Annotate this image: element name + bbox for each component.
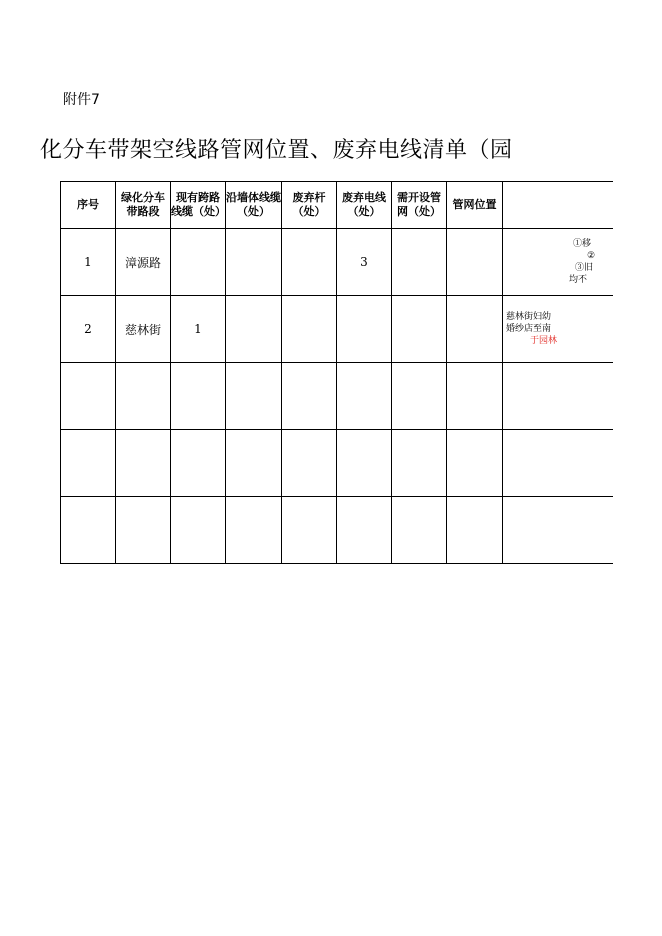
page-title: 化分车带架空线路管网位置、废弃电线清单（园 (40, 138, 513, 163)
cell-abandoned-poles (282, 430, 337, 497)
remark-line: 慈林街妇幼 (506, 312, 552, 322)
cell-road (116, 363, 171, 430)
cell-wall-cables (226, 229, 282, 296)
cell-no (61, 363, 116, 430)
table-row (61, 296, 613, 363)
cell-road (116, 430, 171, 497)
cell-no: 2 (61, 296, 116, 363)
table-row (61, 430, 613, 497)
cell-remarks (503, 363, 613, 430)
cell-abandoned-wires (337, 497, 392, 564)
remark-line: ② (587, 251, 596, 261)
cell-new-pipes (392, 296, 447, 363)
table-viewport (60, 181, 596, 564)
table-row (61, 229, 613, 296)
attachment-label: 附件7 (63, 92, 100, 108)
remark-line-highlight: 于园林 (530, 336, 558, 346)
cell-abandoned-poles (282, 296, 337, 363)
cell-abandoned-poles (282, 497, 337, 564)
header-cell-wall-cables: 沿墙体线缆（处） (226, 182, 282, 229)
cell-pipe-location (447, 229, 503, 296)
cell-remarks (503, 430, 613, 497)
header-cell-new-pipes: 需开设管网（处） (392, 182, 447, 229)
cell-abandoned-wires: 3 (337, 229, 392, 296)
cell-remarks (503, 229, 613, 296)
cell-road: 漳源路 (116, 229, 171, 296)
header-cell-abandoned-wires: 废弃电线（处） (337, 182, 392, 229)
inventory-table (60, 181, 613, 564)
header-cell-abandoned-poles: 废弃杆（处） (282, 182, 337, 229)
cell-no (61, 497, 116, 564)
cell-new-pipes (392, 430, 447, 497)
cell-no (61, 430, 116, 497)
cell-road (116, 497, 171, 564)
cell-no: 1 (61, 229, 116, 296)
cell-pipe-location (447, 430, 503, 497)
cell-cross-cables (171, 497, 226, 564)
cell-new-pipes (392, 229, 447, 296)
header-cell-cross-cables: 现有跨路线缆（处） (171, 182, 226, 229)
cell-abandoned-wires (337, 296, 392, 363)
cell-remarks (503, 296, 613, 363)
cell-road: 慈林街 (116, 296, 171, 363)
cell-new-pipes (392, 497, 447, 564)
cell-cross-cables (171, 363, 226, 430)
cell-pipe-location (447, 497, 503, 564)
cell-cross-cables (171, 430, 226, 497)
header-cell-no: 序号 (61, 182, 116, 229)
cell-wall-cables (226, 430, 282, 497)
cell-new-pipes (392, 363, 447, 430)
cell-abandoned-poles (282, 229, 337, 296)
remark-line: 均不 (569, 275, 588, 285)
cell-abandoned-wires (337, 430, 392, 497)
table-row (61, 363, 613, 430)
header-cell-road: 绿化分车带路段 (116, 182, 171, 229)
remark-line: 婚纱店至南 (506, 324, 552, 334)
cell-remarks (503, 497, 613, 564)
cell-abandoned-wires (337, 363, 392, 430)
cell-pipe-location (447, 363, 503, 430)
cell-cross-cables (171, 229, 226, 296)
remark-line: ③旧 (575, 263, 594, 273)
cell-wall-cables (226, 497, 282, 564)
cell-abandoned-poles (282, 363, 337, 430)
title-area (40, 134, 558, 170)
cell-wall-cables (226, 363, 282, 430)
remark-line: ①移 (573, 239, 592, 249)
cell-cross-cables: 1 (171, 296, 226, 363)
table-row (61, 497, 613, 564)
header-row (61, 182, 613, 229)
header-cell-pipe-location: 管网位置 (447, 182, 503, 229)
header-cell-remarks (503, 182, 613, 229)
cell-wall-cables (226, 296, 282, 363)
cell-pipe-location (447, 296, 503, 363)
